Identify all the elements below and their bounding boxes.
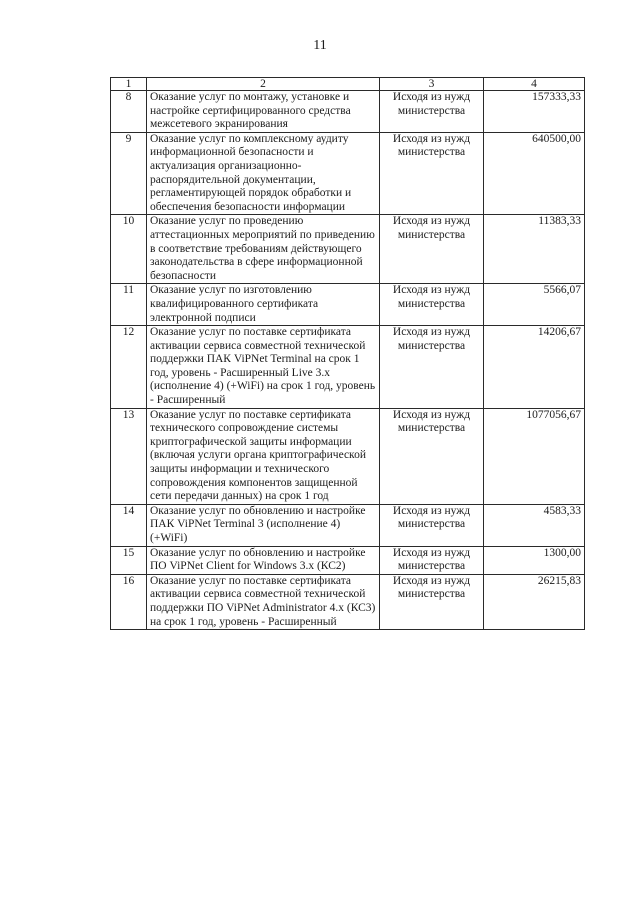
table-row [111, 215, 585, 284]
row-description: Оказание услуг по монтажу, установке и настройке сертифицированного средства межсетевого экранирования [147, 91, 380, 133]
row-basis: Исходя из нужд министерства [380, 326, 484, 409]
row-basis: Исходя из нужд министерства [380, 546, 484, 574]
row-number: 16 [111, 574, 147, 629]
services-table [110, 77, 585, 630]
row-basis: Исходя из нужд министерства [380, 574, 484, 629]
row-amount: 14206,67 [484, 326, 585, 409]
row-basis: Исходя из нужд министерства [380, 408, 484, 504]
row-description: Оказание услуг по комплексному аудиту информационной безопасности и актуализация организационно-распорядительной документации, регламентирующей порядок обработки и обеспечения безопасности информации [147, 132, 380, 215]
table-row [111, 91, 585, 133]
column-header-amount: 4 [484, 78, 585, 91]
table-row [111, 132, 585, 215]
table-row [111, 504, 585, 546]
table-row [111, 326, 585, 409]
row-description: Оказание услуг по поставке сертификата технического сопровождение системы криптографической защиты информации (включая услуги органа криптографической защиты информации и технического сопровождения компонентов защищенной сети передачи данных) на срок 1 год [147, 408, 380, 504]
row-amount: 1300,00 [484, 546, 585, 574]
row-amount: 5566,07 [484, 284, 585, 326]
column-header-description: 2 [147, 78, 380, 91]
row-basis: Исходя из нужд министерства [380, 284, 484, 326]
row-description: Оказание услуг по поставке сертификата активации сервиса совместной технической поддержки ПАК ViPNet Terminal на срок 1 год, уровень - Расширенный Live 3.x (исполнение 4) (+WiFi) на срок 1 год, уровень - Расширенный [147, 326, 380, 409]
row-amount: 11383,33 [484, 215, 585, 284]
table-row [111, 574, 585, 629]
row-amount: 1077056,67 [484, 408, 585, 504]
table-header-row [111, 78, 585, 91]
row-number: 13 [111, 408, 147, 504]
row-number: 15 [111, 546, 147, 574]
column-header-number: 1 [111, 78, 147, 91]
table-row [111, 546, 585, 574]
row-number: 14 [111, 504, 147, 546]
row-basis: Исходя из нужд министерства [380, 132, 484, 215]
table-row [111, 408, 585, 504]
table-row [111, 284, 585, 326]
row-description: Оказание услуг по поставке сертификата активации сервиса совместной технической поддержки ПО ViPNet Administrator 4.x (КС3) на срок 1 год, уровень - Расширенный [147, 574, 380, 629]
row-basis: Исходя из нужд министерства [380, 215, 484, 284]
row-number: 8 [111, 91, 147, 133]
row-number: 10 [111, 215, 147, 284]
row-amount: 4583,33 [484, 504, 585, 546]
row-number: 12 [111, 326, 147, 409]
row-amount: 26215,83 [484, 574, 585, 629]
row-basis: Исходя из нужд министерства [380, 91, 484, 133]
row-amount: 640500,00 [484, 132, 585, 215]
row-number: 9 [111, 132, 147, 215]
row-amount: 157333,33 [484, 91, 585, 133]
row-description: Оказание услуг по изготовлению квалифицированного сертификата электронной подписи [147, 284, 380, 326]
row-description: Оказание услуг по обновлению и настройке ПАК ViPNet Terminal 3 (исполнение 4) (+WiFi) [147, 504, 380, 546]
column-header-basis: 3 [380, 78, 484, 91]
page-number: 11 [313, 38, 327, 53]
row-description: Оказание услуг по проведению аттестационных мероприятий по приведению в соответствие требованиям действующего законодательства в сфере информационной безопасности [147, 215, 380, 284]
row-basis: Исходя из нужд министерства [380, 504, 484, 546]
row-number: 11 [111, 284, 147, 326]
row-description: Оказание услуг по обновлению и настройке ПО ViPNet Client for Windows 3.x (КС2) [147, 546, 380, 574]
